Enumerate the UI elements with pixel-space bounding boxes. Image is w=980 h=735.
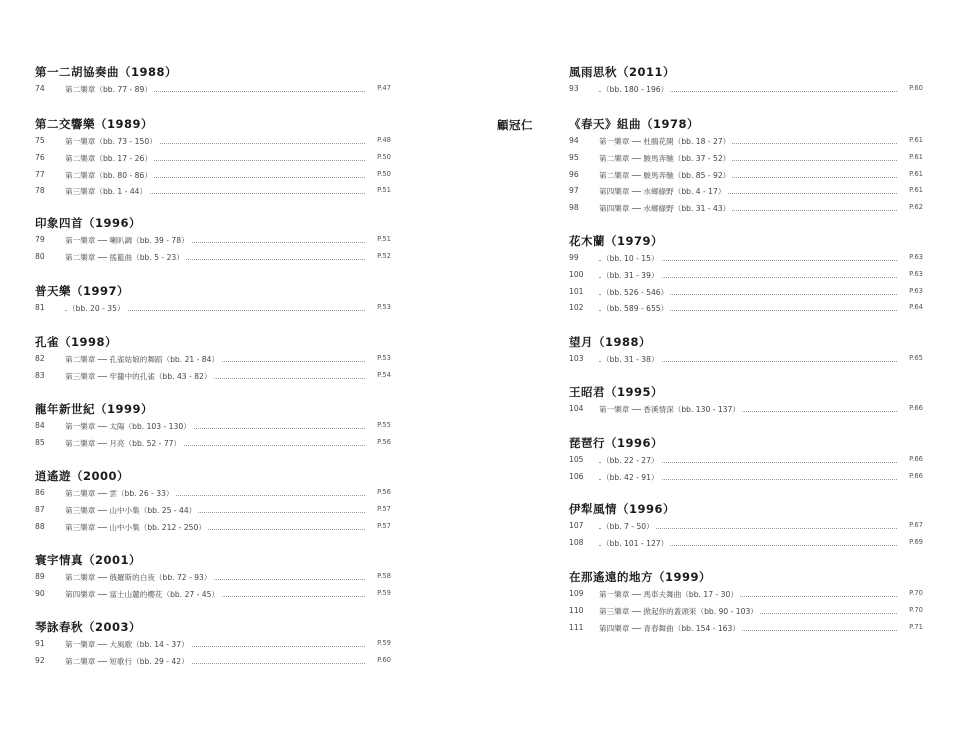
entry-number: 104 [569,404,584,413]
entry-number: 82 [35,354,45,363]
page-number: P.51 [377,186,391,195]
toc-entry[interactable] [569,303,923,315]
page-number: P.61 [909,136,923,144]
entry-label: 第一樂章 ── 大風歌（bb. 14 - 37） [65,640,189,649]
section-title: 普天樂（1997） [35,284,130,298]
entry-label: （bb. 180 - 196） [602,85,669,94]
page-number: P.66 [909,471,923,480]
toc-entry[interactable] [569,538,923,550]
page-number: P.63 [909,269,923,278]
entry-number: 103 [569,354,584,363]
section-title: 琴詠春秋（2003） [35,620,142,634]
entry-label: 第三樂章 ── 山中小集（bb. 25 - 44） [65,505,197,515]
page-number: P.56 [377,437,391,446]
toc-entry[interactable] [569,521,923,533]
page-number: P.57 [377,521,391,530]
toc-entry[interactable] [569,287,923,299]
toc-entry[interactable] [569,84,923,96]
entry-number: 93 [569,84,579,93]
entry-number: 78 [35,186,45,196]
section-title: 王昭君（1995） [569,385,664,399]
entry-number: 79 [35,235,45,244]
toc-entry[interactable] [569,203,923,215]
toc-entry[interactable] [35,303,391,315]
toc-entry[interactable] [35,589,391,601]
section-title: 花木蘭（1979） [569,234,664,248]
toc-entry[interactable] [35,371,391,383]
entry-number: 101 [569,286,584,296]
entry-label: 第四樂章 ── 水鄉綠野（bb. 31 - 43） [599,204,731,214]
toc-entry[interactable] [35,136,391,148]
entry-number: 110 [569,605,584,615]
entry-number: 105 [569,455,584,464]
entry-number: 86 [35,488,45,497]
entry-number: 88 [35,521,45,531]
toc-entry[interactable] [35,170,391,182]
entry-label: 第四樂章 ── 富士山麓的櫻花（bb. 27 - 45） [65,589,220,599]
entry-label: （bb. 20 - 35） [68,304,125,313]
section-title: 琵琶行（1996） [569,436,664,450]
entry-number: 83 [35,370,45,380]
entry-label: 第一樂章 ── 太陽（bb. 103 - 130） [65,422,191,431]
toc-entry[interactable] [35,252,391,264]
toc-entry[interactable] [35,421,391,433]
section-title: 風雨思秋（2011） [569,65,676,79]
page-number: P.66 [909,404,923,412]
entry-number: 98 [569,203,579,213]
section-title: 望月（1988） [569,335,652,349]
toc-entry[interactable] [35,186,391,198]
page-number: P.59 [377,639,391,647]
entry-number: 102 [569,303,584,313]
page-number: P.64 [909,303,923,312]
toc-entry[interactable] [35,488,391,500]
section-title: 《春天》組曲（1978） [569,117,700,131]
toc-entry[interactable] [569,253,923,265]
page-number: P.47 [377,84,391,92]
toc-entry[interactable] [569,354,923,366]
entry-label: 第二樂章 ── 短歌行（bb. 29 - 42） [65,656,189,666]
entry-label: （bb. 22 - 27） [602,456,659,465]
entry-label: （bb. 10 - 15） [602,254,659,263]
section-title: 第二交響樂（1989） [35,117,154,131]
entry-number: 107 [569,521,584,530]
page-number: P.52 [377,251,391,260]
section-title: 孔雀（1998） [35,335,118,349]
entry-number: 96 [569,169,579,179]
entry-label: （bb. 589 - 655） [602,304,669,314]
entry-number: 111 [569,622,584,632]
entry-number: 87 [35,504,45,514]
entry-label: 第二樂章 ── 俄羅斯的白夜（bb. 72 - 93） [65,573,212,582]
composer-name: 顧冠仁 [497,118,533,132]
page-number: P.60 [377,655,391,664]
entry-number: 95 [569,152,579,162]
page-number: P.53 [377,303,391,311]
page-number: P.62 [909,203,923,212]
page-number: P.69 [909,537,923,546]
toc-entry[interactable] [35,438,391,450]
toc-entry[interactable] [35,505,391,517]
entry-label: （bb. 7 - 50） [602,522,654,531]
page-number: P.50 [377,169,391,178]
entry-label: 第二樂章（bb. 77 - 89） [65,85,152,94]
page-number: P.58 [377,572,391,580]
entry-number: 90 [35,588,45,598]
section-title: 在那遙遠的地方（1999） [569,570,712,584]
page-number: P.61 [909,169,923,178]
section-title: 伊犁風情（1996） [569,502,676,516]
entry-label: 第二樂章（bb. 17 - 26） [65,153,152,163]
toc-entry[interactable] [569,472,923,484]
entry-number: 100 [569,269,584,279]
entry-number: 85 [35,437,45,447]
page-number: P.51 [377,235,391,243]
entry-label: 第一樂章 ── 杜鵑花開（bb. 18 - 27） [599,137,731,146]
toc-entry[interactable] [569,606,923,618]
page-number: P.59 [377,588,391,597]
entry-number: 76 [35,152,45,162]
toc-entry[interactable] [35,84,391,96]
toc-entry[interactable] [35,639,391,651]
entry-number: 106 [569,471,584,481]
entry-label: 第二樂章 ── 搖籃曲（bb. 5 - 23） [65,252,184,262]
toc-entry[interactable] [569,404,923,416]
page-number: P.54 [377,370,391,379]
entry-label: 第三樂章 ── 山中小集（bb. 212 - 250） [65,522,206,532]
section-title: 寰宇情真（2001） [35,553,142,567]
toc-entry[interactable] [35,656,391,668]
page-number: P.50 [377,152,391,161]
toc-entry[interactable] [569,136,923,148]
entry-number: 74 [35,84,45,93]
entry-number: 92 [35,655,45,665]
page-number: P.60 [909,84,923,92]
entry-number: 84 [35,421,45,430]
entry-label: 第二樂章 ── 駿馬奔馳（bb. 37 - 52） [599,153,731,163]
entry-number: 91 [35,639,45,648]
entry-label: 第二樂章（bb. 80 - 86） [65,170,152,180]
entry-number: 94 [569,136,579,145]
section-title: 第一二胡協奏曲（1988） [35,65,178,79]
page-number: P.66 [909,455,923,463]
entry-label: 第二樂章 ── 月亮（bb. 52 - 77） [65,438,182,448]
entry-label: （bb. 101 - 127） [602,538,669,548]
entry-label: （bb. 31 - 39） [602,270,659,280]
entry-label: （bb. 526 - 546） [602,287,669,297]
toc-entry[interactable] [569,623,923,635]
page-number: P.56 [377,488,391,496]
page-number: P.70 [909,605,923,614]
toc-entry[interactable] [35,354,391,366]
toc-entry[interactable] [569,186,923,198]
entry-label: 第一樂章 ── 喇叭調（bb. 39 - 78） [65,236,189,245]
entry-label: 第二樂章 ── 駿馬奔馳（bb. 85 - 92） [599,170,731,180]
entry-label: （bb. 31 - 38） [602,355,659,364]
entry-label: 第二樂章 ── 孔雀姑娘的舞蹈（bb. 21 - 84） [65,355,220,364]
entry-label: 第四樂章 ── 青春舞曲（bb. 154 - 163） [599,623,740,633]
entry-number: 80 [35,251,45,261]
page-number: P.67 [909,521,923,529]
toc-entry[interactable] [569,589,923,601]
entry-label: 第三樂章（bb. 1 - 44） [65,187,148,197]
entry-number: 99 [569,253,579,262]
page-number: P.55 [377,421,391,429]
entry-label: 第三樂章 ── 牢籠中的孔雀（bb. 43 - 82） [65,371,212,381]
page-number: P.63 [909,253,923,261]
toc-entry[interactable] [35,235,391,247]
page-number: P.48 [377,136,391,144]
toc-entry[interactable] [35,153,391,165]
section-title: 逍遙遊（2000） [35,469,130,483]
entry-number: 77 [35,169,45,179]
entry-number: 97 [569,186,579,196]
entry-label: 第三樂章 ── 掀起你的蓋頭來（bb. 90 - 103） [599,606,758,616]
page-number: P.65 [909,354,923,362]
section-title: 印象四首（1996） [35,216,142,230]
entry-label: 第四樂章 ── 水鄉綠野（bb. 4 - 17） [599,187,726,197]
page-number: P.70 [909,589,923,597]
section-title: 龍年新世紀（1999） [35,402,154,416]
entry-label: 第一樂章（bb. 73 - 150） [65,137,157,146]
entry-number: 89 [35,572,45,581]
page-number: P.57 [377,504,391,513]
page-number: P.63 [909,286,923,295]
page-number: P.53 [377,354,391,362]
entry-number: 81 [35,303,45,312]
toc-entry[interactable] [35,572,391,584]
entry-label: 第一樂章 ── 馬車夫舞曲（bb. 17 - 30） [599,590,738,599]
toc-entry[interactable] [569,455,923,467]
entry-label: 第一樂章 ── 香溪情深（bb. 130 - 137） [599,405,740,414]
entry-label: 第二樂章 ── 雲（bb. 26 - 33） [65,489,174,498]
toc-entry[interactable] [569,170,923,182]
page-number: P.61 [909,186,923,195]
entry-label: （bb. 42 - 91） [602,472,659,482]
toc-entry[interactable] [569,270,923,282]
entry-number: 108 [569,537,584,547]
entry-number: 75 [35,136,45,145]
page-number: P.71 [909,622,923,631]
page-number: P.61 [909,152,923,161]
toc-entry[interactable] [35,522,391,534]
entry-number: 109 [569,589,584,598]
toc-entry[interactable] [569,153,923,165]
